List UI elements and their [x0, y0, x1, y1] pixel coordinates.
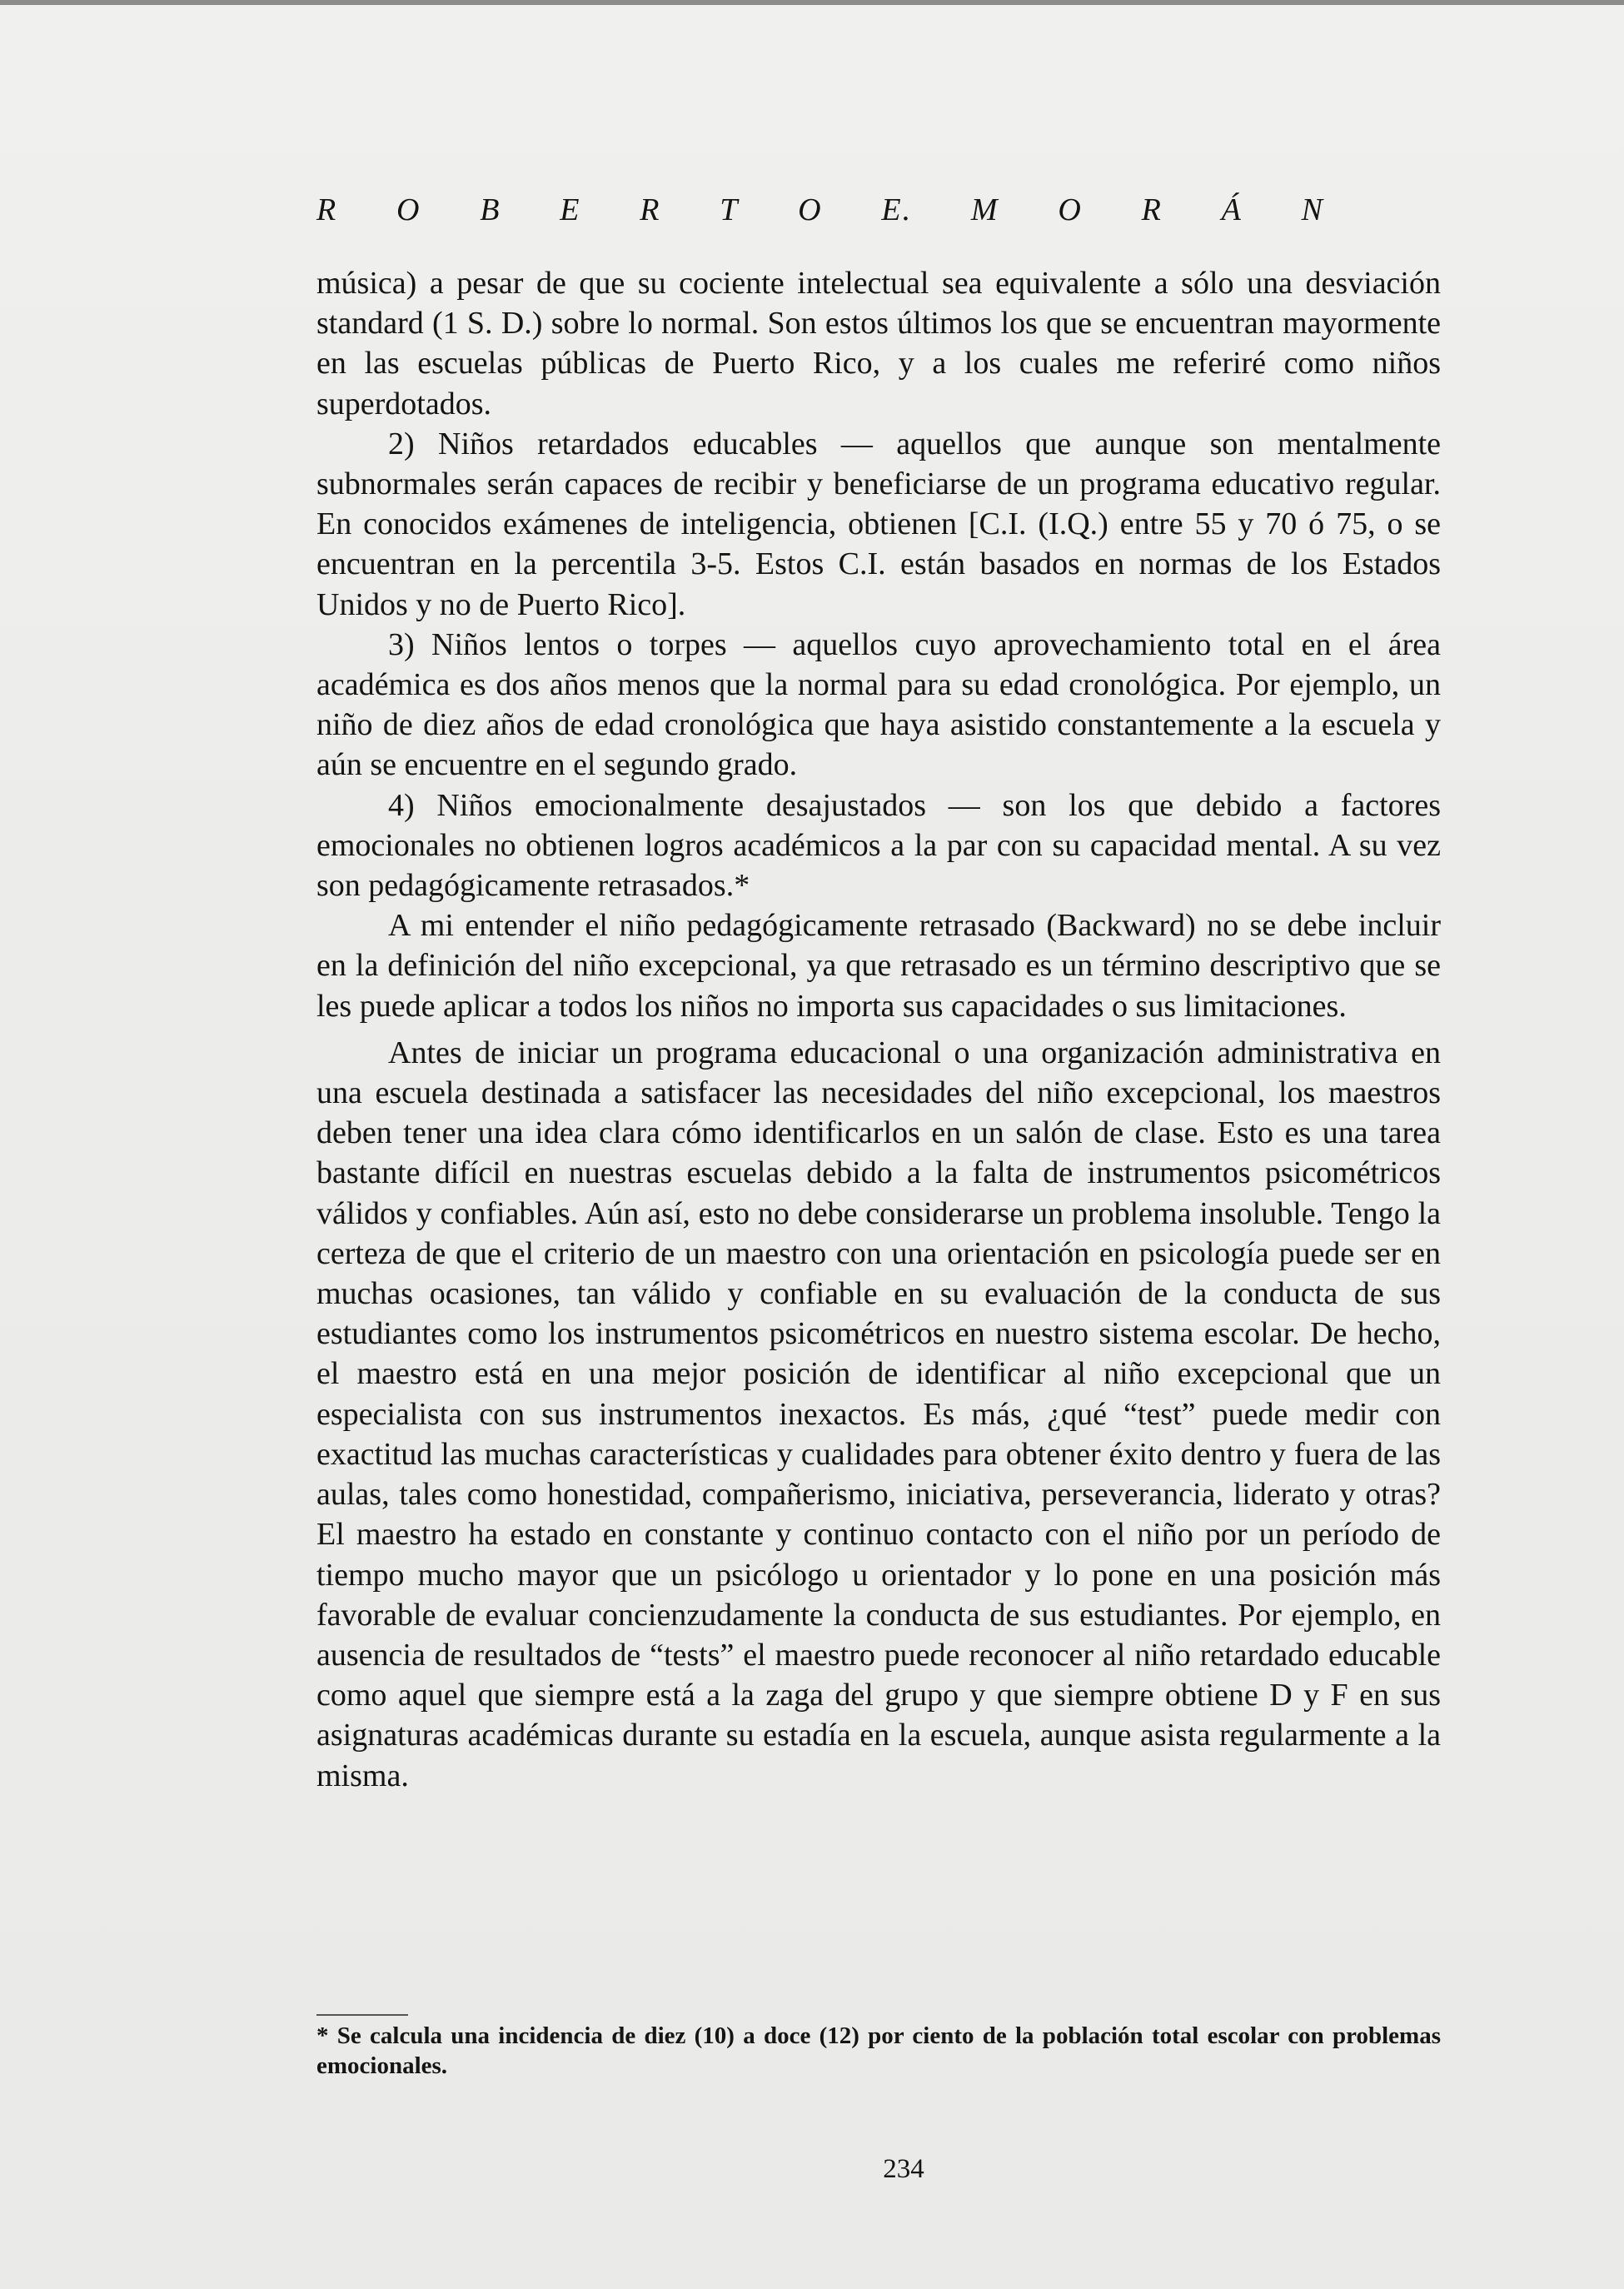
running-head-letter: E.	[881, 192, 913, 227]
running-head-letter: Á	[1221, 192, 1243, 227]
footnote-rule	[316, 2014, 408, 2016]
running-head	[316, 192, 1324, 228]
footnote	[316, 2021, 1441, 2081]
scan-edge	[0, 0, 1624, 5]
running-head-letter: O	[1058, 192, 1083, 227]
paragraph: Antes de iniciar un programa educacional o una organización administrativa en una escuela destinada a satisfacer las necesidades del niño excepcional, los maestros deben tener una idea clara cómo identificarlos en un salón de clase. Esto es una tarea bastante difícil en nuestras escuelas debido a la falta de instrumentos psicométricos válidos y confiables. Aún así, esto no debe considerarse un problema insoluble. Tengo la certeza de que el criterio de un maestro con una orientación en psicología puede ser en muchas ocasiones, tan válido y confiable en su evaluación de la conducta de sus estudiantes como los instrumentos psicométricos en nuestro sistema escolar. De hecho, el maestro está en una mejor posición de identificar al niño excepcional que un especialista con sus instrumentos inexactos. Es más, ¿qué “test” puede medir con exactitud las muchas características y cualidades para obtener éxito dentro y fuera de las aulas, tales como honestidad, compañerismo, iniciativa, perseverancia, liderato y otras? El maestro ha estado en constante y continuo contacto con el niño por un período de tiempo mucho mayor que un psicólogo u orientador y lo pone en una posición más favorable de evaluar concienzudamente la conducta de sus estudiantes. Por ejemplo, en ausencia de resultados de “tests” el maestro puede reconocer al niño retardado educable como aquel que siempre está a la zaga del grupo y que siempre obtiene D y F en sus asignaturas académicas durante su estadía en la escuela, aunque asista regularmente a la misma.	[316, 1035, 1441, 1793]
running-head-letter: R	[316, 192, 338, 227]
running-head-letter: R	[1141, 192, 1163, 227]
paragraph: música) a pesar de que su cociente intelectual sea equivalente a sólo una desviación standard (1 S. D.) sobre lo normal. Son estos últimos los que se encuentran mayormente en las escuelas públicas de Puerto Rico, y a los cuales me referiré como niños superdotados.	[316, 266, 1441, 421]
paragraph: 2) Niños retardados educables — aquellos que aunque son mentalmente subnormales serán capaces de recibir y beneficiarse de un programa educativo regular. En conocidos exámenes de inteligencia, obtienen [C.I. (I.Q.) entre 55 y 70 ó 75, o se encuentran en la percentila 3-5. Estos C.I. están basados en normas de los Estados Unidos y no de Puerto Rico].	[316, 426, 1441, 622]
running-head-letter: E	[560, 192, 581, 227]
body-text	[316, 263, 1441, 1796]
paragraph: 4) Niños emocionalmente desajustados — son los que debido a factores emocionales no obtienen logros académicos a la par con su capacidad mental. A su vez son pedagógicamente retrasados.*	[316, 787, 1441, 904]
footnote-text: * Se calcula una incidencia de diez (10) a doce (12) por ciento de la población total escolar con problemas emocionales.	[316, 2022, 1441, 2079]
running-head-letter: O	[396, 192, 421, 227]
running-head-letter: O	[798, 192, 823, 227]
running-head-letter: M	[970, 192, 999, 227]
running-head-letter: N	[1301, 192, 1324, 227]
running-head-letter: R	[640, 192, 661, 227]
paragraph: 3) Niños lentos o torpes — aquellos cuyo aprovechamiento total en el área académica es dos años menos que la normal para su edad cronológica. Por ejemplo, un niño de diez años de edad cronológica que haya asistido constantemente a la escuela y aún se encuentre en el segundo grado.	[316, 626, 1441, 783]
page-number: 234	[883, 2154, 924, 2184]
running-head-letter: T	[720, 192, 740, 227]
paragraph: A mi entender el niño pedagógicamente retrasado (Backward) no se debe incluir en la definición del niño excepcional, ya que retrasado es un término descriptivo que se les puede aplicar a todos los niños no importa sus capacidades o sus limitaciones.	[316, 908, 1441, 1024]
running-head-letter: B	[480, 192, 501, 227]
